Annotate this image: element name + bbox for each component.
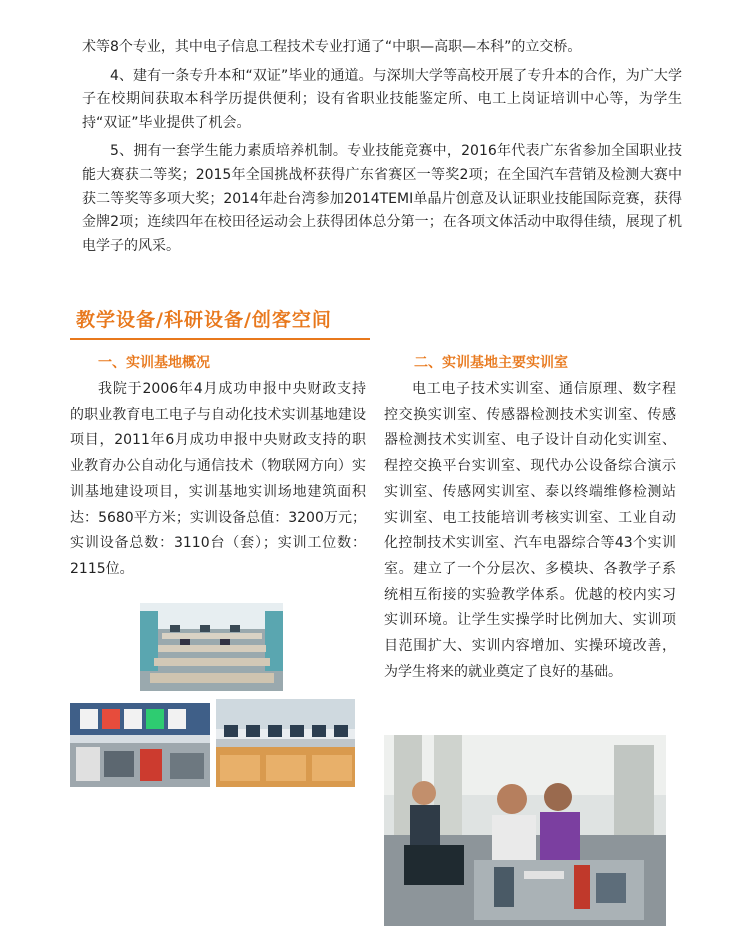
left-column [70, 351, 366, 583]
intro-paragraph-5: 5、拥有一套学生能力素质培养机制。专业技能竞赛中，2016年代表广东省参加全国职业技能大赛获二等奖；2015年全国挑战杯获得广东省赛区一等奖2项；在全国汽车营销及检测大赛中获二等奖等多项大奖；2014年赴台湾参加2014TEMI单晶片创意及认证职业技能国际竞赛，获得金牌2项；连续四年在校田径运动会上获得团体总分第一；在各项文体活动中取得佳绩，展现了机电学子的风采。 [82, 143, 682, 254]
right-body-text: 电工电子技术实训室、通信原理、数字程控交换实训室、传感器检测技术实训室、传感器检测技术实训室、电子设计自动化实训室、程控交换平台实训室、现代办公设备综合演示实训室、传感网实训室、泰以终端维修检测站实训室、电工技能培训考核实训室、工业自动化控制技术实训室、汽车电器综合等43个实训室。建立了一个分层次、多模块、各教学子系统相互衔接的实验教学体系。优越的校内实习实训环境。让学生实操学时比例加大、实训项目范围扩大、实训内容增加、实操环境改善，为学生将来的就业奠定了良好的基础。 [384, 381, 676, 680]
lab-photo-computers [216, 699, 355, 787]
lab-photo-electronics [70, 703, 210, 787]
intro-paragraph-4: 4、建有一条专升本和“双证”毕业的通道。与深圳大学等高校开展了专升本的合作，为广大学子在校期间获取本科学历提供便利；设有省职业技能鉴定所、电工上岗证培训中心等，为学生持“双证”毕业提供了机会。 [82, 67, 682, 131]
lab-photo-benches [140, 603, 283, 691]
section-header [70, 298, 374, 342]
left-body-text: 我院于2006年4月成功申报中央财政支持的职业教育电工电子与自动化技术实训基地建设项目，2011年6月成功申报中央财政支持的职业教育办公自动化与通信技术（物联网方向）实训基地建设项目，实训基地实训场地建筑面积达：5680平方米；实训设备总值：3200万元；实训设备总数：3110台（套）；实训工位数：2115位。 [70, 381, 366, 577]
section-underline [70, 338, 370, 340]
right-column [384, 351, 676, 685]
section-title: 教学设备/科研设备/创客空间 [76, 309, 332, 331]
right-subtitle: 二、实训基地主要实训室 [414, 355, 568, 371]
left-subtitle: 一、实训基地概况 [98, 355, 210, 371]
intro-line-continued: 术等8个专业，其中电子信息工程技术专业打通了“中职—高职—本科”的立交桥。 [82, 39, 582, 55]
intro-text [82, 36, 682, 258]
lab-photo-training-session [384, 735, 666, 926]
